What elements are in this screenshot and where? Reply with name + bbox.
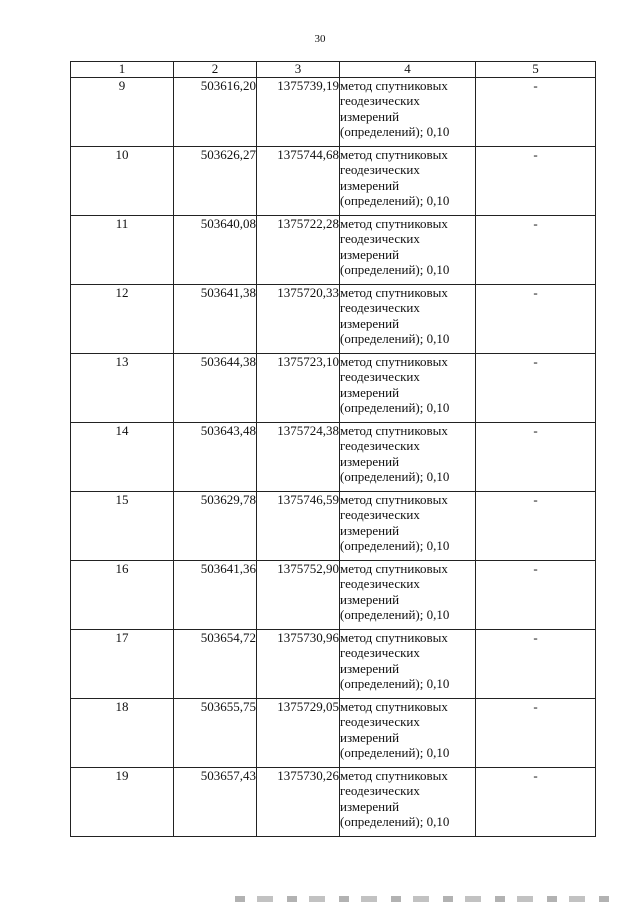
scan-artifact [235,896,615,902]
point-number-cell: 13 [71,354,174,423]
x-coordinate-cell: 503654,72 [174,630,257,699]
x-coordinate-cell: 503641,38 [174,285,257,354]
table-row [71,630,596,699]
column-5-cell: - [476,492,596,561]
header-row [71,62,596,78]
column-5-cell: - [476,354,596,423]
header-col-1: 1 [71,62,174,78]
x-coordinate-cell: 503640,08 [174,216,257,285]
header-col-3: 3 [257,62,340,78]
point-number-cell: 19 [71,768,174,837]
method-cell: метод спутниковых геодезических измерений (определений); 0,10 [340,147,476,216]
x-coordinate-cell: 503655,75 [174,699,257,768]
x-coordinate-cell: 503657,43 [174,768,257,837]
column-5-cell: - [476,561,596,630]
table-row [71,78,596,147]
point-number-cell: 9 [71,78,174,147]
method-cell: метод спутниковых геодезических измерений (определений); 0,10 [340,768,476,837]
y-coordinate-cell: 1375724,38 [257,423,340,492]
x-coordinate-cell: 503643,48 [174,423,257,492]
point-number-cell: 15 [71,492,174,561]
x-coordinate-cell: 503644,38 [174,354,257,423]
column-5-cell: - [476,285,596,354]
table-row [71,147,596,216]
table-row [71,699,596,768]
column-5-cell: - [476,699,596,768]
coordinates-table [70,61,596,837]
y-coordinate-cell: 1375729,05 [257,699,340,768]
x-coordinate-cell: 503616,20 [174,78,257,147]
table-row [71,423,596,492]
table-row [71,492,596,561]
point-number-cell: 16 [71,561,174,630]
table-header [71,62,596,78]
method-cell: метод спутниковых геодезических измерений (определений); 0,10 [340,492,476,561]
method-cell: метод спутниковых геодезических измерений (определений); 0,10 [340,354,476,423]
y-coordinate-cell: 1375746,59 [257,492,340,561]
table-body [71,78,596,837]
point-number-cell: 18 [71,699,174,768]
column-5-cell: - [476,147,596,216]
header-col-2: 2 [174,62,257,78]
table-row [71,285,596,354]
x-coordinate-cell: 503629,78 [174,492,257,561]
page-number: 30 [314,33,326,45]
method-cell: метод спутниковых геодезических измерений (определений); 0,10 [340,216,476,285]
column-5-cell: - [476,630,596,699]
x-coordinate-cell: 503641,36 [174,561,257,630]
table-row [71,768,596,837]
point-number-cell: 10 [71,147,174,216]
y-coordinate-cell: 1375752,90 [257,561,340,630]
y-coordinate-cell: 1375739,19 [257,78,340,147]
table-row [71,216,596,285]
point-number-cell: 17 [71,630,174,699]
point-number-cell: 11 [71,216,174,285]
header-col-4: 4 [340,62,476,78]
method-cell: метод спутниковых геодезических измерений (определений); 0,10 [340,78,476,147]
point-number-cell: 12 [71,285,174,354]
y-coordinate-cell: 1375722,28 [257,216,340,285]
column-5-cell: - [476,768,596,837]
header-col-5: 5 [476,62,596,78]
y-coordinate-cell: 1375744,68 [257,147,340,216]
method-cell: метод спутниковых геодезических измерений (определений); 0,10 [340,423,476,492]
column-5-cell: - [476,423,596,492]
y-coordinate-cell: 1375730,26 [257,768,340,837]
column-5-cell: - [476,216,596,285]
y-coordinate-cell: 1375730,96 [257,630,340,699]
table-row [71,354,596,423]
method-cell: метод спутниковых геодезических измерений (определений); 0,10 [340,285,476,354]
x-coordinate-cell: 503626,27 [174,147,257,216]
method-cell: метод спутниковых геодезических измерений (определений); 0,10 [340,561,476,630]
method-cell: метод спутниковых геодезических измерений (определений); 0,10 [340,630,476,699]
point-number-cell: 14 [71,423,174,492]
y-coordinate-cell: 1375723,10 [257,354,340,423]
column-5-cell: - [476,78,596,147]
method-cell: метод спутниковых геодезических измерений (определений); 0,10 [340,699,476,768]
table-row [71,561,596,630]
y-coordinate-cell: 1375720,33 [257,285,340,354]
